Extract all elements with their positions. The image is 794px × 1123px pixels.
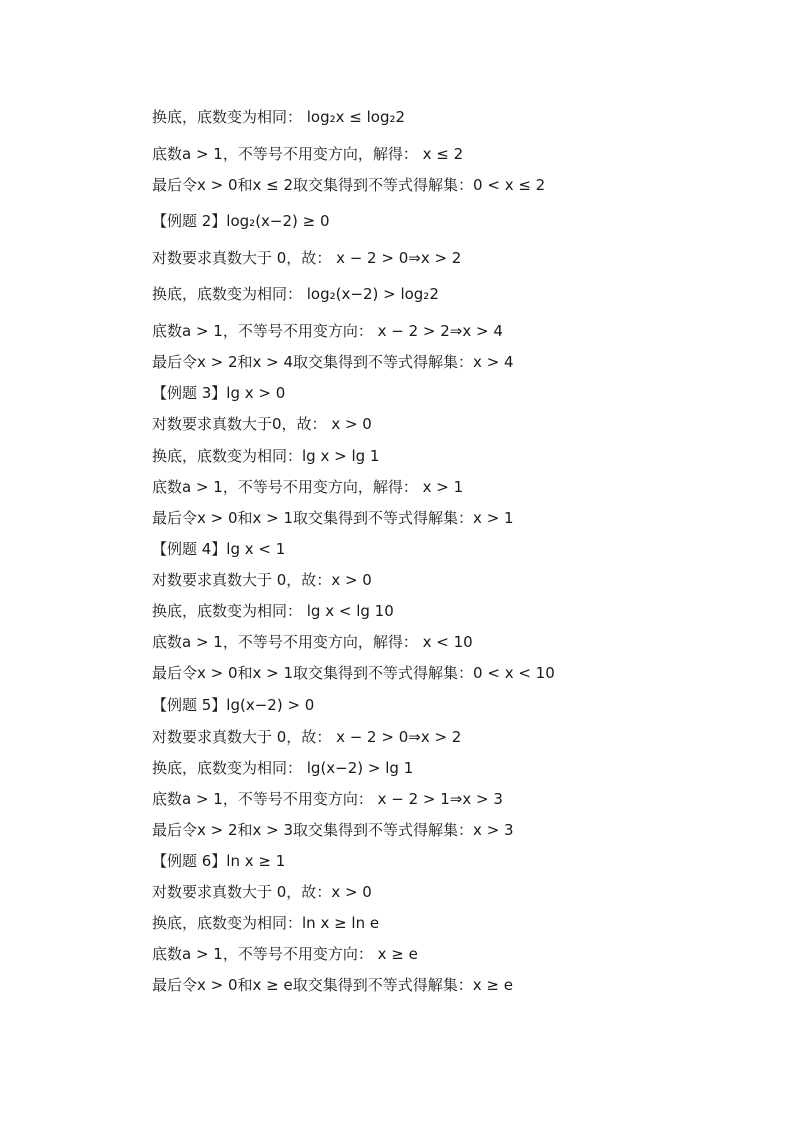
example-heading: 【例题 4】lg x < 1: [152, 540, 286, 558]
text-line: 对数要求真数大于 0，故：x > 0: [152, 883, 372, 901]
text-line: 对数要求真数大于 0，故： x − 2 > 0⇒x > 2: [152, 728, 462, 746]
example-heading: 【例题 2】log₂(x−2) ≥ 0: [152, 212, 330, 230]
example-heading: 【例题 5】lg(x−2) > 0: [152, 696, 315, 714]
text-line: 换底，底数变为相同： lg(x−2) > lg 1: [152, 759, 414, 777]
text-line: 换底，底数变为相同：ln x ≥ ln e: [152, 914, 380, 932]
text-line: 换底，底数变为相同：lg x > lg 1: [152, 447, 380, 465]
text-line: 底数a > 1，不等号不用变方向： x − 2 > 1⇒x > 3: [152, 790, 503, 808]
text-line: 最后令x > 2和x > 3取交集得到不等式得解集：x > 3: [152, 821, 514, 839]
text-line: 底数a > 1，不等号不用变方向，解得： x < 10: [152, 633, 473, 651]
text-line: 最后令x > 0和x > 1取交集得到不等式得解集：x > 1: [152, 509, 514, 527]
example-heading: 【例题 6】ln x ≥ 1: [152, 852, 286, 870]
example-heading: 【例题 3】lg x > 0: [152, 384, 286, 402]
text-line: 最后令x > 0和x > 1取交集得到不等式得解集：0 < x < 10: [152, 664, 555, 682]
text-line: 底数a > 1，不等号不用变方向，解得： x ≤ 2: [152, 145, 464, 163]
text-line: 对数要求真数大于 0，故：x > 0: [152, 571, 372, 589]
text-line: 换底，底数变为相同： lg x < lg 10: [152, 602, 394, 620]
text-line: 底数a > 1，不等号不用变方向： x ≥ e: [152, 945, 418, 963]
text-line: 最后令x > 0和x ≥ e取交集得到不等式得解集：x ≥ e: [152, 976, 513, 994]
text-line: 换底，底数变为相同： log₂(x−2) > log₂2: [152, 285, 439, 303]
text-line: 换底，底数变为相同： log₂x ≤ log₂2: [152, 108, 406, 126]
text-line: 对数要求真数大于0，故： x > 0: [152, 415, 372, 433]
text-line: 最后令x > 0和x ≤ 2取交集得到不等式得解集：0 < x ≤ 2: [152, 176, 546, 194]
text-line: 最后令x > 2和x > 4取交集得到不等式得解集：x > 4: [152, 353, 514, 371]
text-line: 底数a > 1，不等号不用变方向： x − 2 > 2⇒x > 4: [152, 322, 503, 340]
text-line: 对数要求真数大于 0，故： x − 2 > 0⇒x > 2: [152, 249, 462, 267]
text-line: 底数a > 1，不等号不用变方向，解得： x > 1: [152, 478, 464, 496]
